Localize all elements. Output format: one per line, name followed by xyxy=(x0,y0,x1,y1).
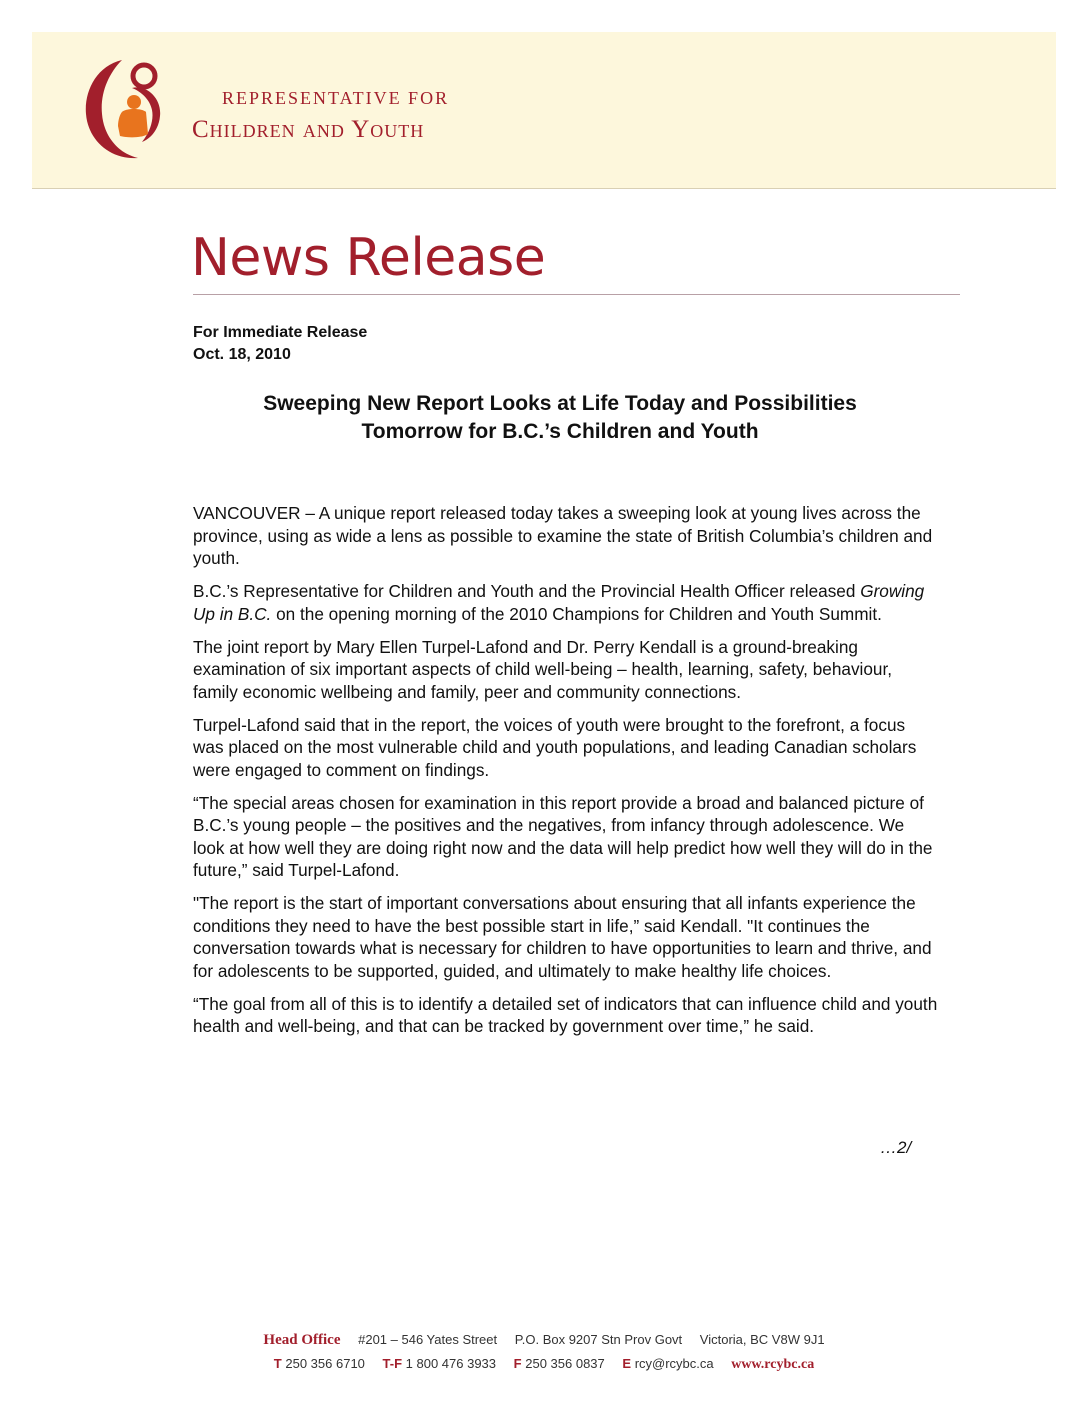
paragraph-2 xyxy=(193,580,938,625)
street-address: #201 – 546 Yates Street xyxy=(358,1332,498,1347)
release-date: Oct. 18, 2010 xyxy=(193,346,291,363)
footer-contact-line xyxy=(0,1352,1088,1377)
email-label: E xyxy=(622,1356,632,1371)
fax-label: F xyxy=(513,1356,522,1371)
paragraph-1: VANCOUVER – A unique report released today takes a sweeping look at young lives across the province, using as wide a lens as possible to examine the state of British Columbia’s children and youth. xyxy=(193,503,933,568)
org-name-line1: REPRESENTATIVE FOR xyxy=(222,88,450,108)
paragraph-3: The joint report by Mary Ellen Turpel-Lafond and Dr. Perry Kendall is a ground-breaking examination of six important aspects of child well-being – health, learning, safety, behaviour, family economic wellbeing and family, peer and community connections. xyxy=(193,636,893,702)
head-office-label: Head Office xyxy=(263,1332,341,1348)
report-title: Growing Up in B.C. xyxy=(193,581,925,624)
letterhead xyxy=(32,32,1056,189)
paragraph-4: Turpel-Lafond said that in the report, the voices of youth were brought to the forefront, a focus was placed on the most vulnerable child and youth populations, and leading Canadian scholars were engaged to comment on findings. xyxy=(193,714,917,780)
org-name-line2: Children and Youth xyxy=(192,116,425,143)
tollfree-label: T-F xyxy=(382,1356,403,1371)
paragraph-6: "The report is the start of important conversations about ensuring that all infants experience the conditions they need to have the best possible start in life,” said Kendall. "It continues the conversation towards what is necessary for children to have opportunities to learn and thrive, and for adolescents to be supported, guided, and ultimately to make healthy life choices. xyxy=(193,893,932,981)
paragraph-5: “The special areas chosen for examination in this report provide a broad and balanced picture of B.C.’s young people – the positives and the negatives, from infancy through adolescence. We look at how well they are doing right now and the data will help predict how well they will do in the future,” said Turpel-Lafond. xyxy=(193,792,933,880)
article-body xyxy=(193,502,938,1048)
city-postal: Victoria, BC V8W 9J1 xyxy=(699,1332,825,1347)
headline-line1: Sweeping New Report Looks at Life Today and Possibilities xyxy=(263,392,857,415)
release-status: For Immediate Release xyxy=(193,324,368,341)
footer xyxy=(0,1328,1088,1377)
paragraph-2-end: on the opening morning of the 2010 Champions for Children and Youth Summit. xyxy=(271,603,882,624)
title-divider xyxy=(193,294,960,295)
page-continuation: …2/ xyxy=(880,1138,912,1157)
footer-address-line xyxy=(0,1328,1088,1352)
website-link[interactable]: www.rcybc.ca xyxy=(731,1357,815,1372)
headline xyxy=(160,390,960,446)
release-meta xyxy=(193,322,367,366)
po-box: P.O. Box 9207 Stn Prov Govt xyxy=(514,1332,683,1347)
organization-logo-icon xyxy=(82,54,166,164)
page-title: News Release xyxy=(191,228,546,288)
phone-number: 250 356 6710 xyxy=(285,1356,365,1371)
fax-number: 250 356 0837 xyxy=(525,1356,605,1371)
phone-label: T xyxy=(273,1356,282,1371)
paragraph-2-start: B.C.’s Representative for Children and Youth and the Provincial Health Officer released xyxy=(193,581,861,601)
paragraph-7: “The goal from all of this is to identify a detailed set of indicators that can influence child and youth health and well-being, and that can be tracked by government over time,” he said. xyxy=(193,993,938,1036)
email-address[interactable]: rcy@rcybc.ca xyxy=(634,1356,714,1371)
headline-line2: Tomorrow for B.C.’s Children and Youth xyxy=(361,420,759,443)
tollfree-number: 1 800 476 3933 xyxy=(405,1356,497,1371)
